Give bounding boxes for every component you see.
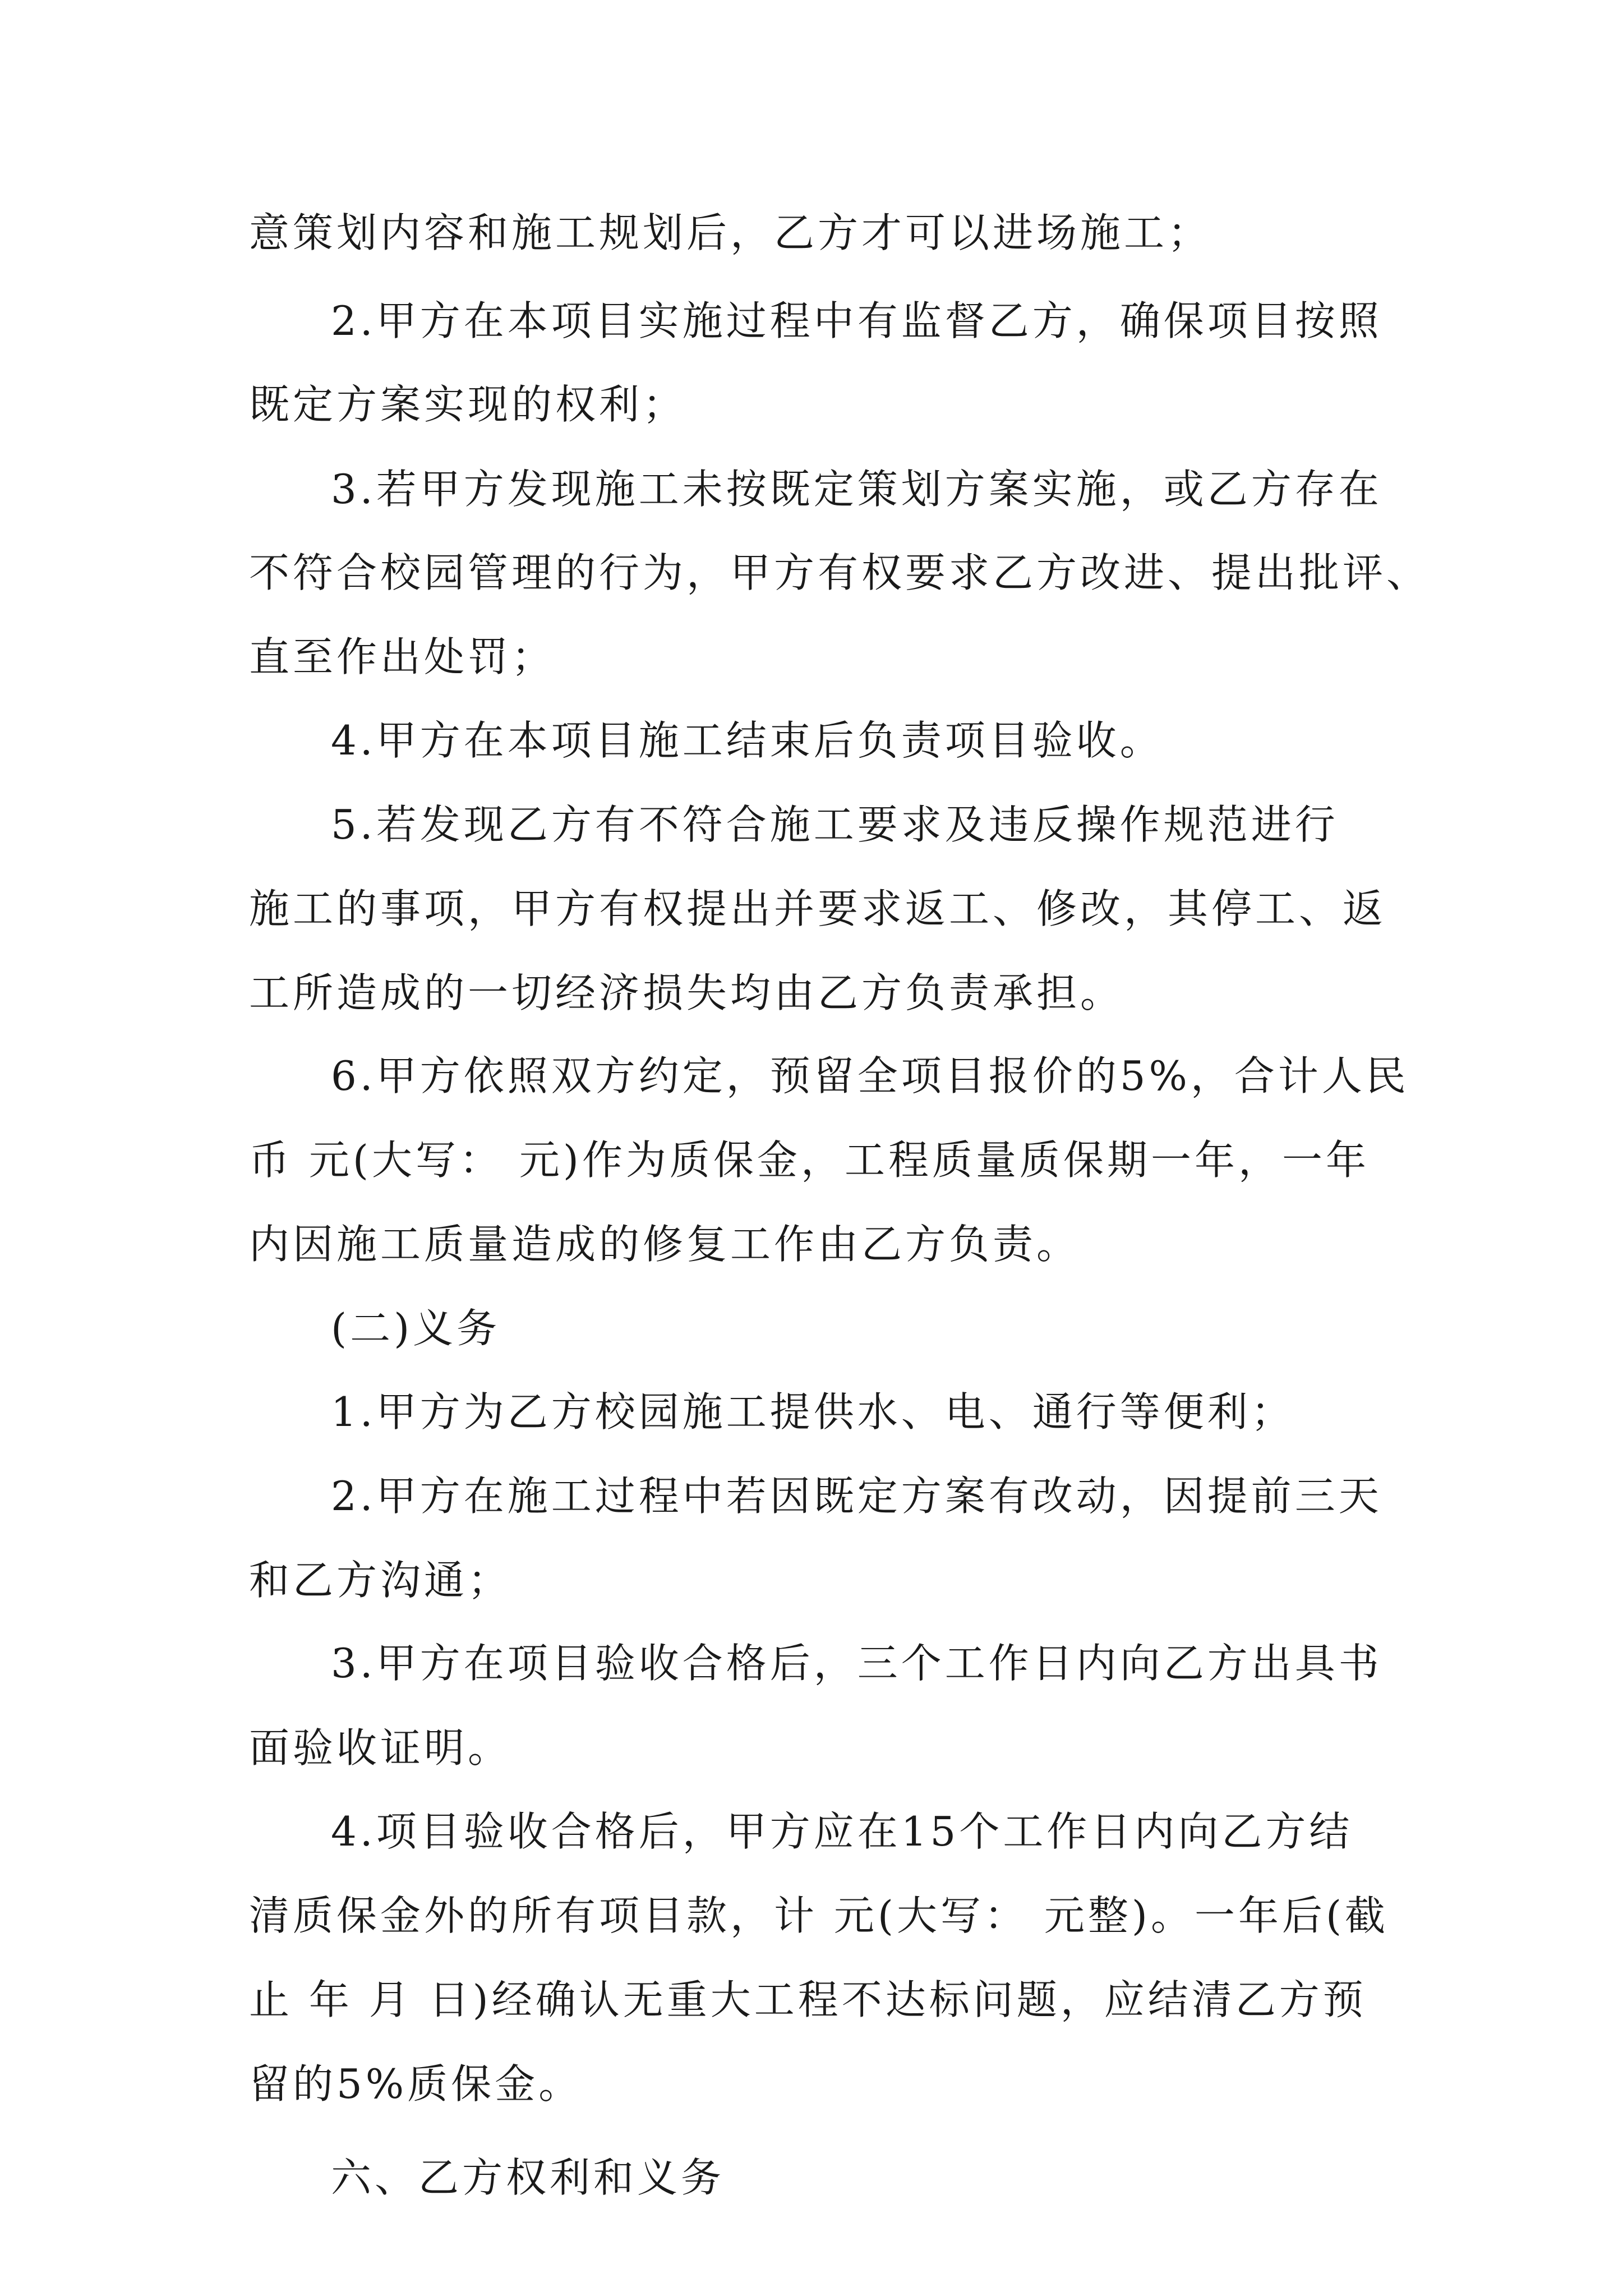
text-line: 5.若发现乙方有不符合施工要求及违反操作规范进行 bbox=[331, 801, 1339, 848]
text-line: 3.甲方在项目验收合格后，三个工作日内向乙方出具书 bbox=[331, 1640, 1382, 1687]
text-line: 工所造成的一切经济损失均由乙方负责承担。 bbox=[249, 969, 1124, 1016]
text-line: 币 元(大写： 元)作为质保金，工程质量质保期一年，一年 bbox=[249, 1137, 1370, 1184]
text-line: 2.甲方在施工过程中若因既定方案有改动，因提前三天 bbox=[331, 1473, 1382, 1520]
text-line: 既定方案实现的权利； bbox=[249, 381, 687, 428]
text-line: 4.项目验收合格后，甲方应在15个工作日内向乙方结 bbox=[331, 1808, 1353, 1855]
text-line: 4.甲方在本项目施工结束后负责项目验收。 bbox=[331, 717, 1164, 764]
section-heading: (二)义务 bbox=[331, 1305, 501, 1352]
text-line: 6.甲方依照双方约定，预留全项目报价的5%，合计人民 bbox=[331, 1052, 1409, 1099]
text-line: 清质保金外的所有项目款，计 元(大写： 元整)。一年后(截 bbox=[249, 1892, 1389, 1939]
text-line: 施工的事项，甲方有权提出并要求返工、修改，其停工、返 bbox=[249, 885, 1387, 932]
text-line: 意策划内容和施工规划后，乙方才可以进场施工； bbox=[249, 209, 1212, 256]
text-line: 不符合校园管理的行为，甲方有权要求乙方改进、提出批评、 bbox=[249, 549, 1431, 596]
text-line: 和乙方沟通； bbox=[249, 1557, 512, 1604]
text-line: 止 年 月 日)经确认无重大工程不达标问题，应结清乙方预 bbox=[249, 1976, 1367, 2023]
text-line: 3.若甲方发现施工未按既定策划方案实施，或乙方存在 bbox=[331, 466, 1382, 513]
text-line: 内因施工质量造成的修复工作由乙方负责。 bbox=[249, 1221, 1081, 1268]
text-line: 面验收证明。 bbox=[249, 1724, 512, 1772]
text-line: 2.甲方在本项目实施过程中有监督乙方，确保项目按照 bbox=[331, 297, 1382, 344]
section-heading: 六、乙方权利和义务 bbox=[331, 2154, 725, 2201]
text-line: 留的5%质保金。 bbox=[249, 2060, 583, 2108]
text-line: 1.甲方为乙方校园施工提供水、电、通行等便利； bbox=[331, 1388, 1295, 1435]
text-line: 直至作出处罚； bbox=[249, 633, 556, 680]
